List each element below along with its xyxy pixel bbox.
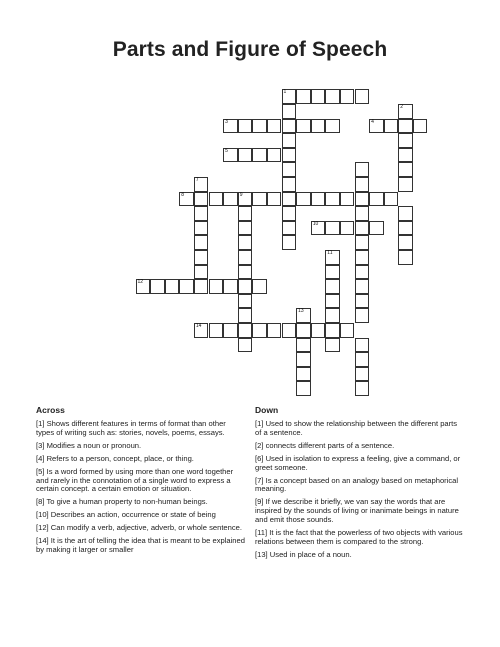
down-clue	[255, 477, 465, 495]
across-clue	[36, 468, 246, 495]
grid-cell[interactable]	[355, 206, 370, 221]
down-clue	[255, 551, 465, 560]
clue-number: [4]	[36, 453, 45, 463]
grid-cell[interactable]	[311, 192, 326, 207]
grid-cell[interactable]	[238, 148, 253, 163]
grid-cell[interactable]	[252, 192, 267, 207]
across-clue-list	[36, 420, 246, 559]
grid-cell[interactable]	[413, 119, 428, 134]
grid-cell[interactable]	[209, 323, 224, 338]
clue-text: Can modify a verb, adjective, adverb, or whole sentence.	[50, 523, 243, 533]
grid-cell[interactable]	[282, 177, 297, 192]
grid-cell[interactable]	[340, 192, 355, 207]
grid-cell[interactable]	[325, 279, 340, 294]
grid-cell[interactable]	[296, 119, 311, 134]
clue-text: It is the art of telling the idea that is meant to be explained by making it larger or smaller	[36, 536, 245, 554]
grid-cell[interactable]	[282, 89, 297, 104]
grid-cell[interactable]	[194, 265, 209, 280]
grid-cell[interactable]	[296, 381, 311, 396]
clue-number: 4	[371, 118, 374, 125]
grid-cell[interactable]	[252, 279, 267, 294]
clue-text: Is a word formed by using more than one word together and rarely in the connotation of a single word to express a certain concept. a certain emotion or situation.	[36, 466, 234, 494]
grid-cell[interactable]	[296, 352, 311, 367]
grid-cell[interactable]	[369, 221, 384, 236]
grid-cell[interactable]	[296, 338, 311, 353]
clue-text: Is a concept based on an analogy based on metaphorical meaning.	[255, 475, 459, 494]
down-clue	[255, 529, 465, 547]
grid-cell[interactable]	[282, 221, 297, 236]
clue-text: To give a human property to non-human beings.	[46, 497, 208, 507]
grid-cell[interactable]	[282, 206, 297, 221]
grid-cell[interactable]	[296, 323, 311, 338]
clue-text: Used in place of a noun.	[269, 549, 352, 559]
across-clue	[36, 524, 246, 533]
grid-cell[interactable]	[355, 89, 370, 104]
grid-cell[interactable]	[384, 119, 399, 134]
grid-cell[interactable]	[355, 250, 370, 265]
clue-number: 2	[400, 104, 404, 110]
down-clue-list	[255, 420, 465, 564]
clue-text: Used in isolation to express a feeling, give a command, or greet someone.	[255, 453, 461, 472]
grid-cell[interactable]	[194, 177, 209, 192]
grid-cell[interactable]	[384, 192, 399, 207]
grid-cell[interactable]	[267, 192, 282, 207]
clue-number: [3]	[36, 440, 45, 450]
clue-number: 5	[225, 147, 228, 154]
grid-cell[interactable]	[340, 221, 355, 236]
grid-cell[interactable]	[252, 323, 267, 338]
grid-cell[interactable]	[355, 162, 370, 177]
grid-cell[interactable]	[238, 308, 253, 323]
grid-cell[interactable]	[194, 279, 209, 294]
across-clue	[36, 511, 246, 520]
grid-cell[interactable]	[238, 235, 253, 250]
grid-cell[interactable]	[223, 323, 238, 338]
across-clue	[36, 455, 246, 464]
clue-number: [9]	[255, 497, 264, 507]
grid-cell[interactable]	[325, 294, 340, 309]
grid-cell[interactable]	[282, 235, 297, 250]
grid-cell[interactable]	[398, 250, 413, 265]
grid-cell[interactable]	[209, 279, 224, 294]
clue-number: 9	[239, 191, 243, 198]
page-title: Parts and Figure of Speech	[112, 38, 388, 61]
clue-number: [1]	[36, 419, 45, 428]
grid-cell[interactable]	[311, 119, 326, 134]
across-clue	[36, 442, 246, 451]
clue-text: It is the fact that the powerless of two objects with various relations between them is compared to the strong.	[255, 528, 463, 546]
grid-cell[interactable]	[267, 148, 282, 163]
clue-number: [8]	[36, 497, 45, 507]
clue-number: 7	[195, 177, 199, 183]
grid-cell[interactable]	[398, 235, 413, 250]
grid-cell[interactable]	[223, 119, 238, 134]
grid-cell[interactable]	[194, 250, 209, 265]
grid-cell[interactable]	[340, 323, 355, 338]
across-clue	[36, 420, 246, 438]
grid-cell[interactable]	[252, 119, 267, 134]
grid-cell[interactable]	[238, 206, 253, 221]
grid-cell[interactable]	[238, 265, 253, 280]
grid-cell[interactable]	[325, 119, 340, 134]
grid-cell[interactable]	[311, 89, 326, 104]
clue-text: connects different parts of a sentence.	[265, 440, 395, 450]
grid-cell[interactable]	[355, 265, 370, 280]
grid-cell[interactable]	[252, 148, 267, 163]
grid-cell[interactable]	[398, 162, 413, 177]
grid-cell[interactable]	[355, 338, 370, 353]
grid-cell[interactable]	[398, 206, 413, 221]
grid-cell[interactable]	[325, 192, 340, 207]
grid-cell[interactable]	[340, 89, 355, 104]
grid-cell[interactable]	[238, 192, 253, 207]
grid-cell[interactable]	[194, 323, 209, 338]
clue-number: 13	[298, 308, 304, 315]
clue-number: [7]	[255, 475, 264, 485]
clue-number: [13]	[255, 549, 268, 559]
grid-cell[interactable]	[267, 119, 282, 134]
clue-text: Shows different features in terms of format than other types of writing such as: stories, novels, poems, essays.	[36, 419, 226, 437]
grid-cell[interactable]	[355, 177, 370, 192]
down-clue	[255, 498, 465, 525]
across-heading: Across	[36, 405, 65, 415]
grid-cell[interactable]	[325, 89, 340, 104]
grid-cell[interactable]	[136, 279, 151, 294]
grid-cell[interactable]	[355, 352, 370, 367]
grid-cell[interactable]	[238, 338, 253, 353]
clue-number: [11]	[255, 528, 268, 538]
grid-cell[interactable]	[355, 221, 370, 236]
down-clue	[255, 420, 465, 438]
grid-cell[interactable]	[355, 192, 370, 207]
clue-number: [1]	[255, 419, 264, 428]
clue-number: [10]	[36, 510, 49, 520]
grid-cell[interactable]	[355, 235, 370, 250]
clue-text: Describes an action, occurrence or state of being	[50, 510, 216, 520]
down-clue	[255, 455, 465, 473]
grid-cell[interactable]	[355, 308, 370, 323]
clue-number: [6]	[255, 453, 264, 463]
across-clue	[36, 498, 246, 507]
grid-cell[interactable]	[194, 206, 209, 221]
grid-cell[interactable]	[398, 148, 413, 163]
grid-cell[interactable]	[238, 119, 253, 134]
grid-cell[interactable]	[325, 265, 340, 280]
across-clue	[36, 537, 246, 555]
clue-number: [5]	[36, 466, 45, 476]
grid-cell[interactable]	[325, 221, 340, 236]
grid-cell[interactable]	[325, 323, 340, 338]
grid-cell[interactable]	[282, 119, 297, 134]
grid-cell[interactable]	[150, 279, 165, 294]
grid-cell[interactable]	[325, 338, 340, 353]
grid-cell[interactable]	[325, 250, 340, 265]
grid-cell[interactable]	[296, 89, 311, 104]
grid-cell[interactable]	[238, 250, 253, 265]
grid-cell[interactable]	[238, 221, 253, 236]
grid-cell[interactable]	[194, 235, 209, 250]
grid-cell[interactable]	[194, 192, 209, 207]
down-heading: Down	[255, 405, 279, 415]
clue-text: If we describe it briefly, we van say the words that are inspired by the sounds of living or inanimate beings in nature and emit those sounds.	[255, 497, 459, 525]
clue-number: 8	[181, 191, 185, 198]
clue-number: [2]	[255, 440, 264, 450]
grid-cell[interactable]	[369, 192, 384, 207]
grid-cell[interactable]	[209, 192, 224, 207]
clue-number: 11	[327, 250, 333, 256]
grid-cell[interactable]	[179, 279, 194, 294]
grid-cell[interactable]	[223, 279, 238, 294]
grid-cell[interactable]	[355, 367, 370, 382]
grid-cell[interactable]	[165, 279, 180, 294]
down-clue	[255, 442, 465, 451]
grid-cell[interactable]	[398, 221, 413, 236]
grid-cell[interactable]	[282, 104, 297, 119]
grid-cell[interactable]	[311, 221, 326, 236]
clue-number: 12	[137, 279, 144, 286]
clue-number: [12]	[36, 523, 49, 533]
grid-cell[interactable]	[296, 367, 311, 382]
grid-cell[interactable]	[325, 308, 340, 323]
clue-number: [14]	[36, 536, 49, 546]
clue-text: Modifies a noun or pronoun.	[46, 440, 142, 450]
grid-cell[interactable]	[282, 323, 297, 338]
grid-cell[interactable]	[398, 119, 413, 134]
grid-cell[interactable]	[355, 381, 370, 396]
grid-cell[interactable]	[238, 279, 253, 294]
grid-cell[interactable]	[238, 294, 253, 309]
clue-number: 1	[283, 89, 287, 96]
grid-cell[interactable]	[355, 279, 370, 294]
grid-cell[interactable]	[223, 192, 238, 207]
clue-text: Used to show the relationship between the different parts of a sentence.	[255, 419, 458, 437]
grid-cell[interactable]	[282, 133, 297, 148]
grid-cell[interactable]	[223, 148, 238, 163]
grid-cell[interactable]	[238, 323, 253, 338]
clue-number: 14	[195, 323, 202, 329]
clue-number: 10	[312, 220, 319, 227]
grid-cell[interactable]	[194, 221, 209, 236]
grid-cell[interactable]	[398, 133, 413, 148]
grid-cell[interactable]	[179, 192, 194, 207]
grid-cell[interactable]	[282, 162, 297, 177]
grid-cell[interactable]	[369, 119, 384, 134]
grid-cell[interactable]	[296, 308, 311, 323]
clue-number: 3	[225, 118, 228, 125]
grid-cell[interactable]	[282, 148, 297, 163]
clue-text: Refers to a person, concept, place, or thing.	[46, 453, 194, 463]
grid-cell[interactable]	[311, 323, 326, 338]
grid-cell[interactable]	[398, 104, 413, 119]
grid-cell[interactable]	[296, 192, 311, 207]
grid-cell[interactable]	[282, 192, 297, 207]
grid-cell[interactable]	[398, 177, 413, 192]
grid-cell[interactable]	[267, 323, 282, 338]
grid-cell[interactable]	[355, 294, 370, 309]
